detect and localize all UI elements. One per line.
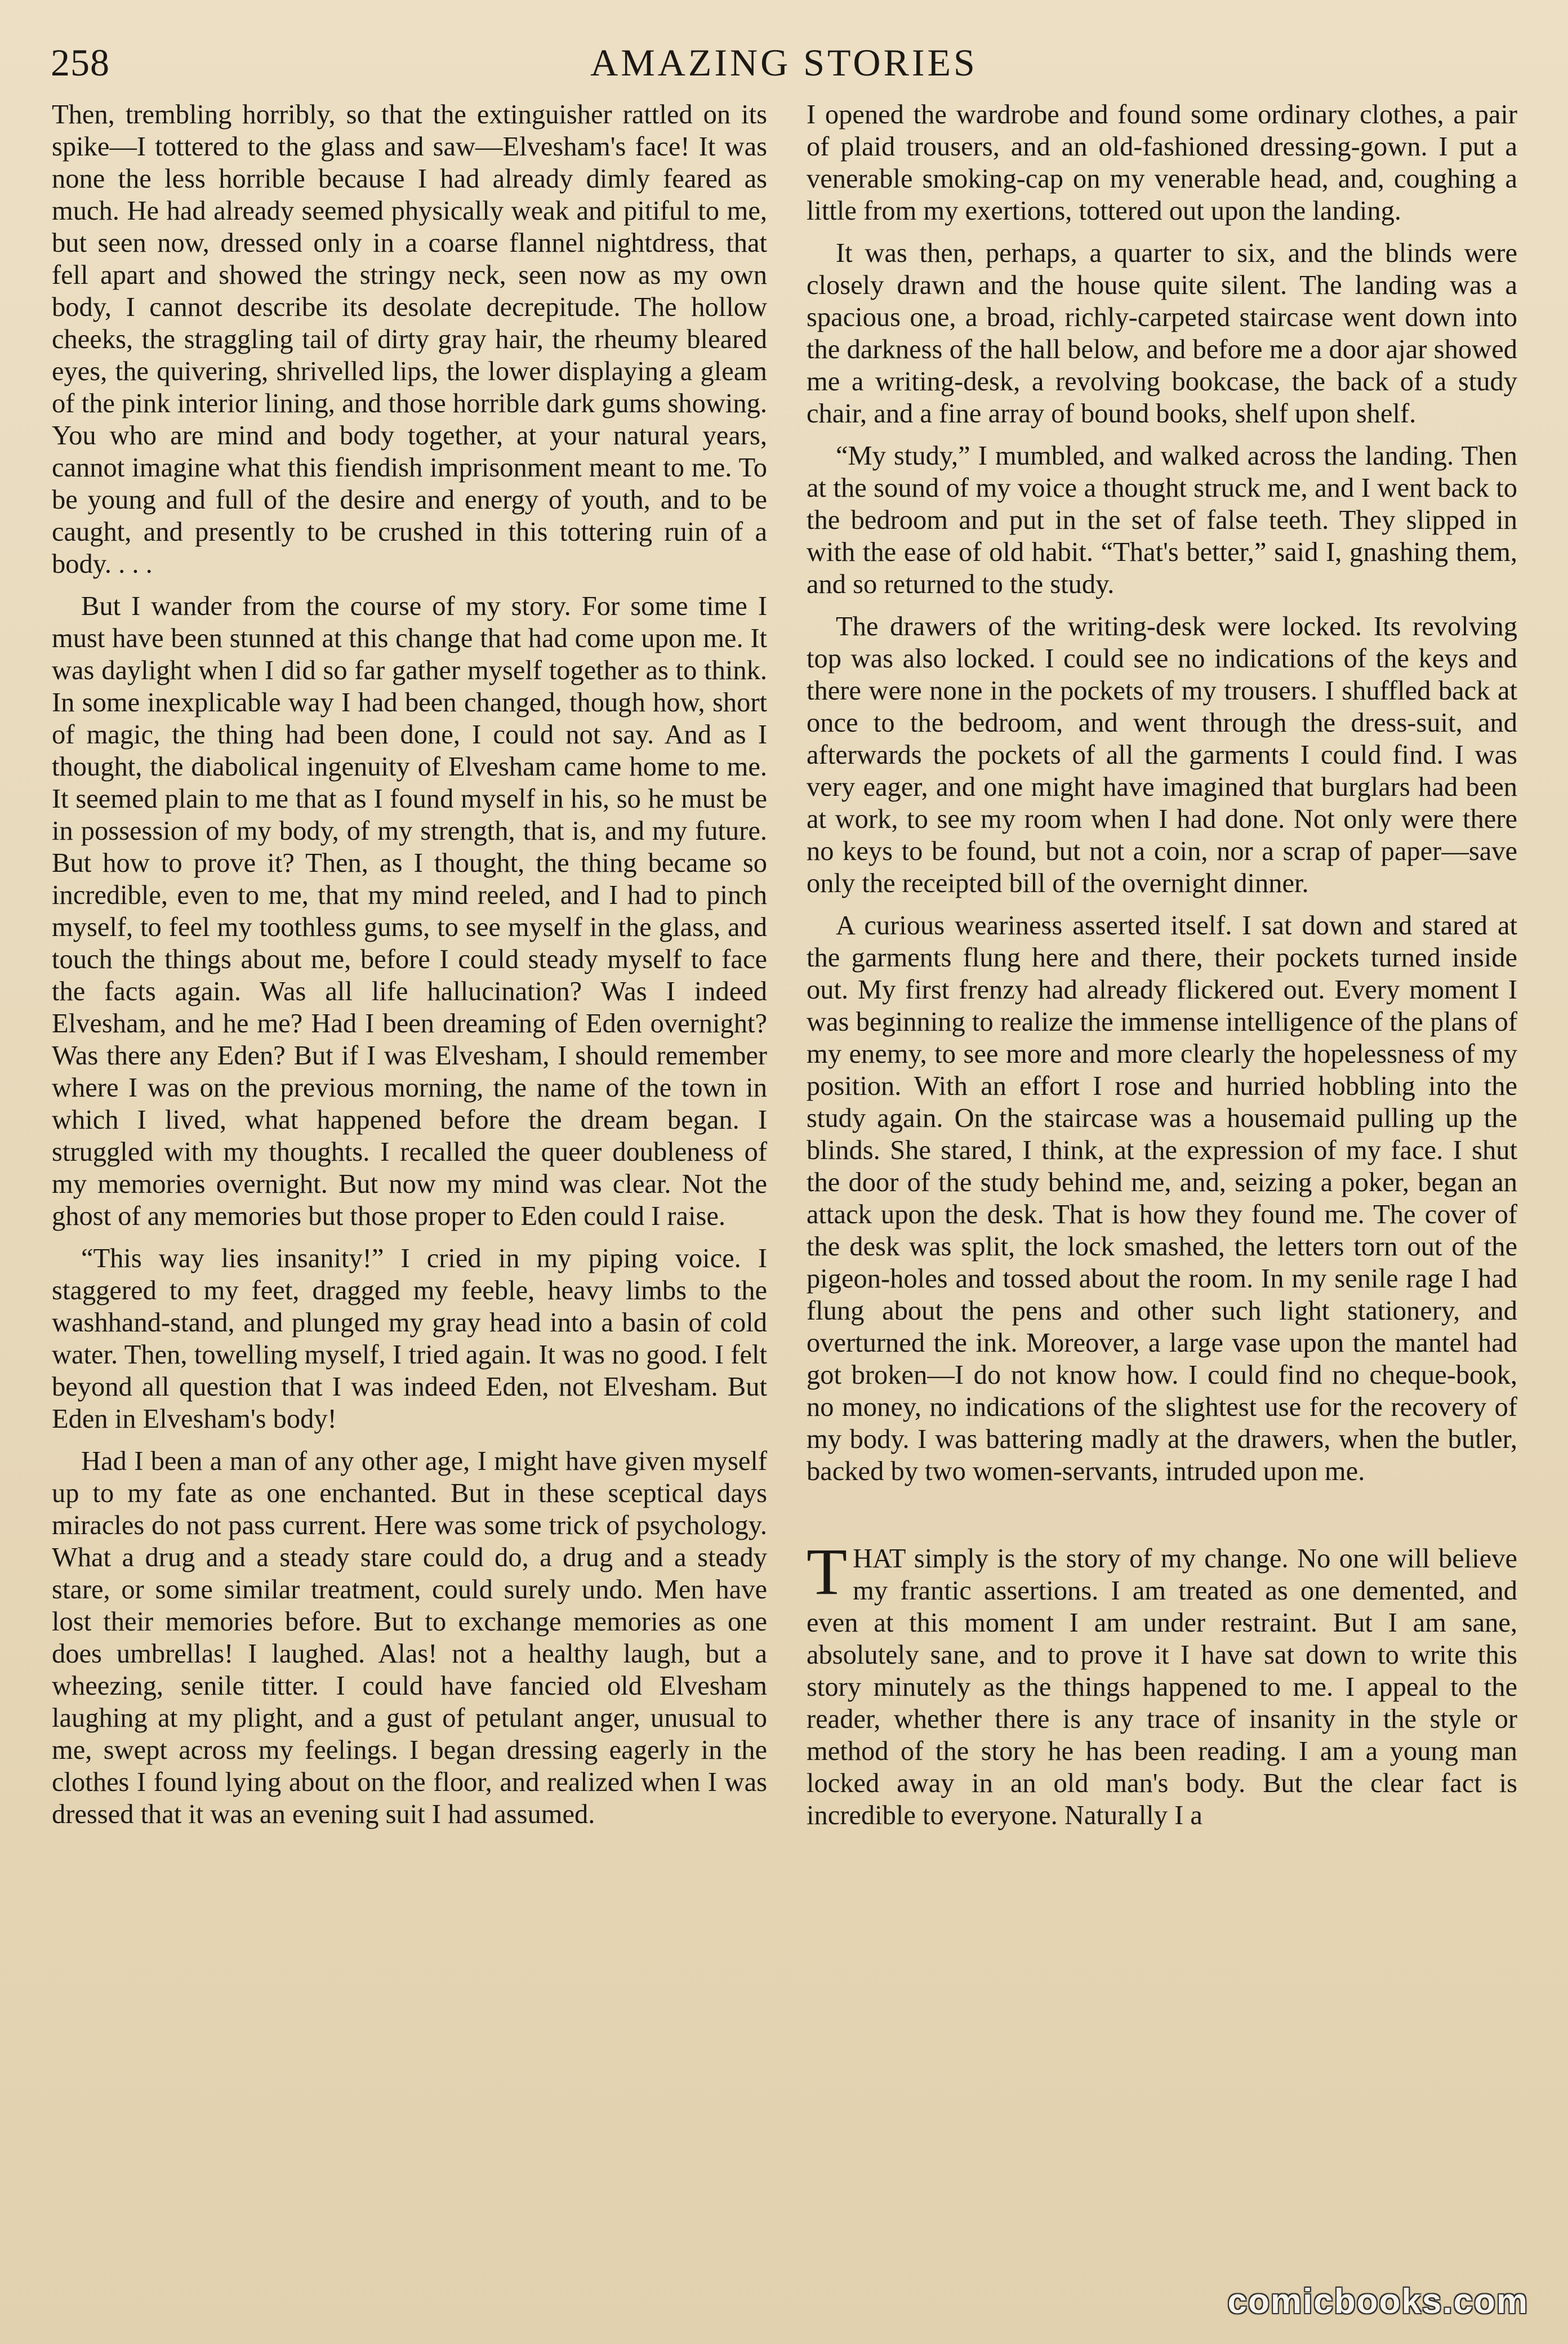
final-section-paragraph [807, 1535, 1517, 1831]
page-number: 258 [51, 41, 110, 84]
paragraph: “This way lies insanity!” I cried in my piping voice. I staggered to my feet, dragged my feeble, heavy limbs to the washhand-stand, and plunged my gray head into a basin of cold water. Then, towelling myself, I tried again. It was no good. I felt beyond all question that I was indeed Eden, not Elvesham. But Eden in Elvesham's body! [52, 1244, 767, 1434]
paragraph: The drawers of the writing-desk were locked. Its revolving top was also locked. I could see no indications of the keys and there were none in the pockets of my trousers. I shuffled back at once to the bedroom, and went through the dress-suit, and afterwards the pockets of all the garments I could find. I was very eager, and one might have imagined that burglars had been at work, to see my room when I had done. Not only were there no keys to be found, but not a coin, nor a scrap of paper—save only the receipted bill of the overnight dinner. [807, 612, 1517, 898]
paragraph: I opened the wardrobe and found some ordinary clothes, a pair of plaid trousers, and an old-fashioned dressing-gown. I put a venerable smoking-cap on my venerable head, and, coughing a little from my exertions, tottered out upon the landing. [807, 100, 1517, 226]
paragraph: But I wander from the course of my story. For some time I must have been stunned at this change that had come upon me. It was daylight when I did so far gather myself together as to think. In some inexplicable way I had been changed, though how, short of magic, the thing had been done, I could not say. And as I thought, the diabolical ingenuity of Elvesham came home to me. It seemed plain to me that as I found myself in his, so he must be in possession of my body, of my strength, that is, and my future. But how to prove it? Then, as I thought, the thing became so incredible, even to me, that my mind reeled, and I had to pinch myself, to feel my toothless gums, to see myself in the glass, and touch the things about me, before I could steady myself to face the facts again. Was all life hallucination? Was I indeed Elvesham, and he me? Had I been dreaming of Eden overnight? Was there any Eden? But if I was Elvesham, I should remember where I was on the previous morning, the name of the town in which I lived, what happened before the dream began. I struggled with my thoughts. I recalled the queer doubleness of my memories overnight. But now my mind was clear. Not the ghost of any memories but those proper to Eden could I raise. [52, 591, 767, 1231]
paragraph: Had I been a man of any other age, I might have given myself up to my fate as one enchanted. But in these sceptical days miracles do not pass current. Here was some trick of psychology. What a drug and a steady stare could do, a drug and a steady stare, or some similar treatment, could surely undo. Men have lost their memories before. But to exchange memories as one does umbrellas! I laughed. Alas! not a healthy laugh, but a wheezing, senile titter. I could have fancied old Elvesham laughing at my plight, and a gust of petulant anger, unusual to me, swept across my feelings. I began dressing eagerly in the clothes I found lying about on the floor, and realized when I was dressed that it was an evening suit I had assumed. [52, 1446, 767, 1829]
drop-cap: T [807, 1535, 848, 1608]
paragraph: Then, trembling horribly, so that the extinguisher rattled on its spike—I tottered to the glass and saw—Elvesham's face! It was none the less horrible because I had already dimly feared as much. He had already seemed physically weak and pitiful to me, but seen now, dressed only in a coarse flannel nightdress, that fell apart and showed the stringy neck, seen now as my own body, I cannot describe its desolate decrepitude. The hollow cheeks, the straggling tail of dirty gray hair, the rheumy bleared eyes, the quivering, shrivelled lips, the lower displaying a gleam of the pink interior lining, and those horrible dark gums showing. You who are mind and body together, at your natural years, cannot imagine what this fiendish imprisonment meant to me. To be young and full of the desire and energy of youth, and to be caught, and presently to be crushed in this tottering ruin of a body. . . . [52, 100, 767, 579]
left-column [52, 99, 767, 1841]
watermark: comicbooks.com [1227, 2282, 1529, 2321]
right-column [807, 99, 1517, 1842]
running-head: AMAZING STORIES [590, 41, 978, 84]
paragraph: It was then, perhaps, a quarter to six, and the blinds were closely drawn and the house quite silent. The landing was a spacious one, a broad, richly-carpeted staircase went down into the darkness of the hall below, and before me a door ajar showed me a writing-desk, a revolving bookcase, the back of a study chair, and a fine array of bound books, shelf upon shelf. [807, 238, 1517, 429]
paragraph: “My study,” I mumbled, and walked across the landing. Then at the sound of my voice a thought struck me, and I went back to the bedroom and put in the set of false teeth. They slipped in with the ease of old habit. “That's better,” said I, gnashing them, and so returned to the study. [807, 441, 1517, 599]
section-break [807, 1498, 1517, 1543]
final-section-text: HAT simply is the story of my change. No one will believe my frantic assertions. I am treated as one demented, and even at this moment I am under restraint. But I am sane, absolutely sane, and to prove it I have sat down to write this story minutely as the things happened to me. I appeal to the reader, whether there is any trace of insanity in the style or method of the story he has been reading. I am a young man locked away in an old man's body. But the clear fact is incredible to everyone. Naturally I a [807, 1544, 1517, 1830]
paragraph: A curious weariness asserted itself. I sat down and stared at the garments flung here and there, their pockets turned inside out. My first frenzy had already flickered out. Every moment I was beginning to realize the immense intelligence of the plans of my enemy, to see more and more clearly the hopelessness of my position. With an effort I rose and hurried hobbling into the study again. On the staircase was a housemaid pulling up the blinds. She stared, I think, at the expression of my face. I shut the door of the study behind me, and, seizing a poker, began an attack upon the desk. That is how they found me. The cover of the desk was split, the lock smashed, the letters torn out of the pigeon-holes and tossed about the room. In my senile rage I had flung about the pens and other such light stationery, and overturned the ink. Moreover, a large vase upon the mantel had got broken—I do not know how. I could find no cheque-book, no money, no indications of the slightest use for the recovery of my body. I was battering madly at the drawers, when the butler, backed by two women-servants, intruded upon me. [807, 911, 1517, 1486]
